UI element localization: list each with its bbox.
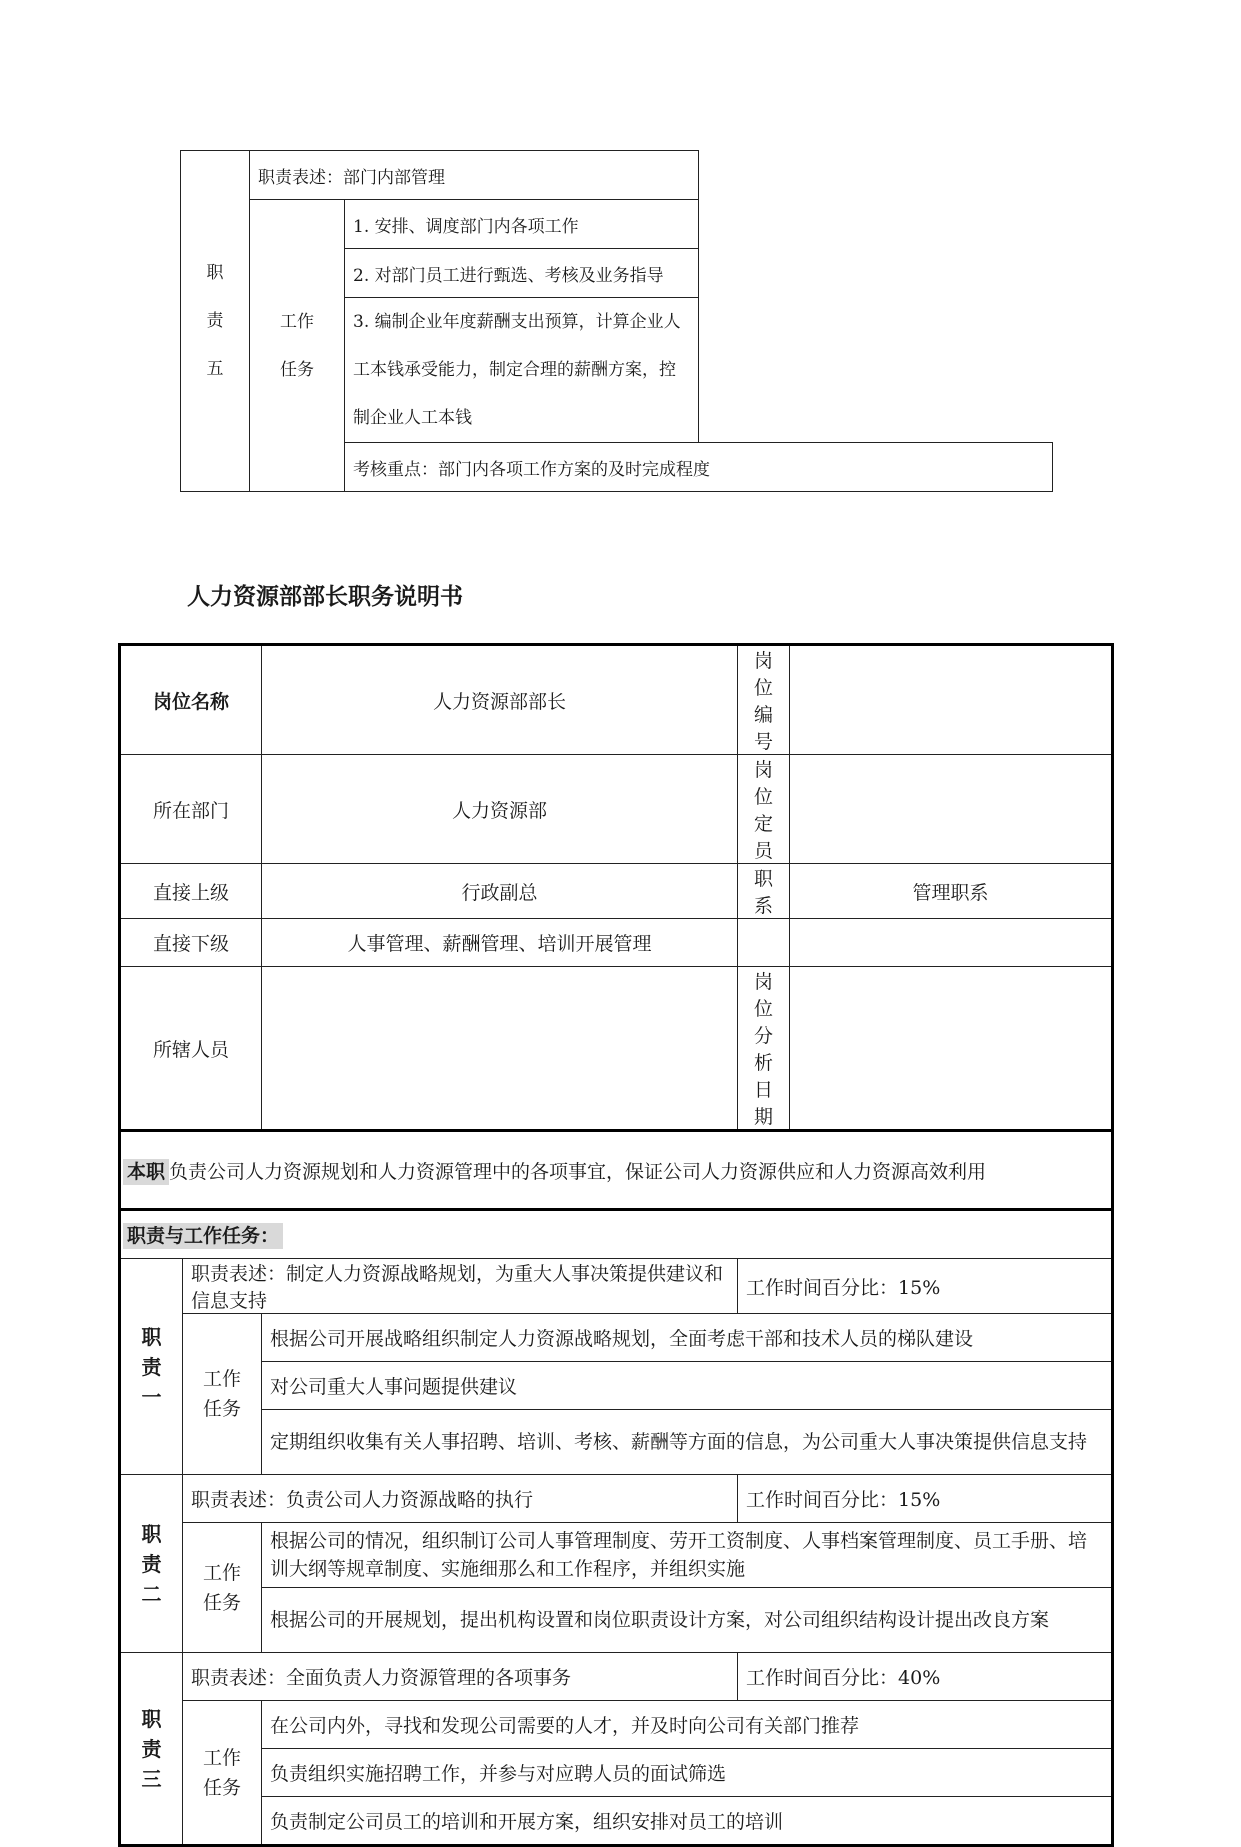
duty3-percent: 工作时间百分比：40% xyxy=(738,1653,1113,1701)
series-label: 职系 xyxy=(738,864,790,919)
analysis-date-value xyxy=(790,967,1113,1131)
duty2-percent: 工作时间百分比：15% xyxy=(738,1475,1113,1523)
position-name-label: 岗位名称 xyxy=(120,645,262,755)
duties-header: 职责与工作任务： xyxy=(120,1210,1113,1259)
headcount-value xyxy=(790,755,1113,864)
position-no-value xyxy=(790,645,1113,755)
duty1-task: 对公司重大人事问题提供建议 xyxy=(262,1362,1113,1410)
duty3-task-label: 工作 任务 xyxy=(183,1701,262,1846)
series-value: 管理职系 xyxy=(790,864,1113,919)
duty2-task-label: 工作 任务 xyxy=(183,1523,262,1653)
duty5-focus: 考核重点：部门内各项工作方案的及时完成程度 xyxy=(345,443,1053,492)
main-duty-text: 负责公司人力资源规划和人力资源管理中的各项事宜，保证公司人力资源供应和人力资源高效利用 xyxy=(169,1160,987,1183)
duty5-table xyxy=(180,150,1053,492)
subordinate-value: 人事管理、薪酬管理、培训开展管理 xyxy=(262,919,738,967)
duty3-description: 职责表述：全面负责人力资源管理的各项事务 xyxy=(183,1653,738,1701)
duty5-task-label: 工作 任务 xyxy=(250,200,345,492)
duty1-description: 职责表述：制定人力资源战略规划，为重大人事决策提供建议和信息支持 xyxy=(183,1259,738,1314)
main-duty xyxy=(120,1131,1113,1210)
position-name-value: 人力资源部部长 xyxy=(262,645,738,755)
duty2-label: 职 责 二 xyxy=(120,1475,183,1653)
duty2-task: 根据公司的情况，组织制订公司人事管理制度、劳开工资制度、人事档案管理制度、员工手册、培训大纲等规章制度、实施细那么和工作程序，并组织实施 xyxy=(262,1523,1113,1588)
department-label: 所在部门 xyxy=(120,755,262,864)
duty1-percent: 工作时间百分比：15% xyxy=(738,1259,1113,1314)
duty3-task: 负责制定公司员工的培训和开展方案，组织安排对员工的培训 xyxy=(262,1797,1113,1846)
duty3-task: 负责组织实施招聘工作，并参与对应聘人员的面试筛选 xyxy=(262,1749,1113,1797)
duty5-task: 1. 安排、调度部门内各项工作 xyxy=(345,200,699,249)
duty3-task: 在公司内外，寻找和发现公司需要的人才，并及时向公司有关部门推荐 xyxy=(262,1701,1113,1749)
subordinate-label: 直接下级 xyxy=(120,919,262,967)
duty1-label: 职 责 一 xyxy=(120,1259,183,1475)
duty1-task: 定期组织收集有关人事招聘、培训、考核、薪酬等方面的信息，为公司重大人事决策提供信息支持 xyxy=(262,1410,1113,1475)
superior-value: 行政副总 xyxy=(262,864,738,919)
duty5-task: 3. 编制企业年度薪酬支出预算，计算企业人工本钱承受能力，制定合理的薪酬方案，控制企业人工本钱 xyxy=(345,298,699,443)
department-value: 人力资源部 xyxy=(262,755,738,864)
job-description-table xyxy=(118,643,1114,1847)
staff-label: 所辖人员 xyxy=(120,967,262,1131)
position-no-label: 岗位编号 xyxy=(738,645,790,755)
duty5-description: 职责表述：部门内部管理 xyxy=(250,151,699,200)
duty3-label: 职 责 三 xyxy=(120,1653,183,1846)
duty2-task: 根据公司的开展规划，提出机构设置和岗位职责设计方案，对公司组织结构设计提出改良方案 xyxy=(262,1588,1113,1653)
duty5-task: 2. 对部门员工进行甄选、考核及业务指导 xyxy=(345,249,699,298)
duty2-description: 职责表述：负责公司人力资源战略的执行 xyxy=(183,1475,738,1523)
superior-label: 直接上级 xyxy=(120,864,262,919)
duty5-label: 职 责 五 xyxy=(181,151,250,492)
duty1-task-label: 工作 任务 xyxy=(183,1314,262,1475)
duty1-task: 根据公司开展战略组织制定人力资源战略规划，全面考虑干部和技术人员的梯队建设 xyxy=(262,1314,1113,1362)
main-duty-label: 本职 xyxy=(123,1159,169,1185)
staff-value xyxy=(262,967,738,1131)
document-title: 人力资源部部长职务说明书 xyxy=(187,584,463,610)
headcount-label: 岗位定员 xyxy=(738,755,790,864)
analysis-date-label: 岗位分析日期 xyxy=(738,967,790,1131)
